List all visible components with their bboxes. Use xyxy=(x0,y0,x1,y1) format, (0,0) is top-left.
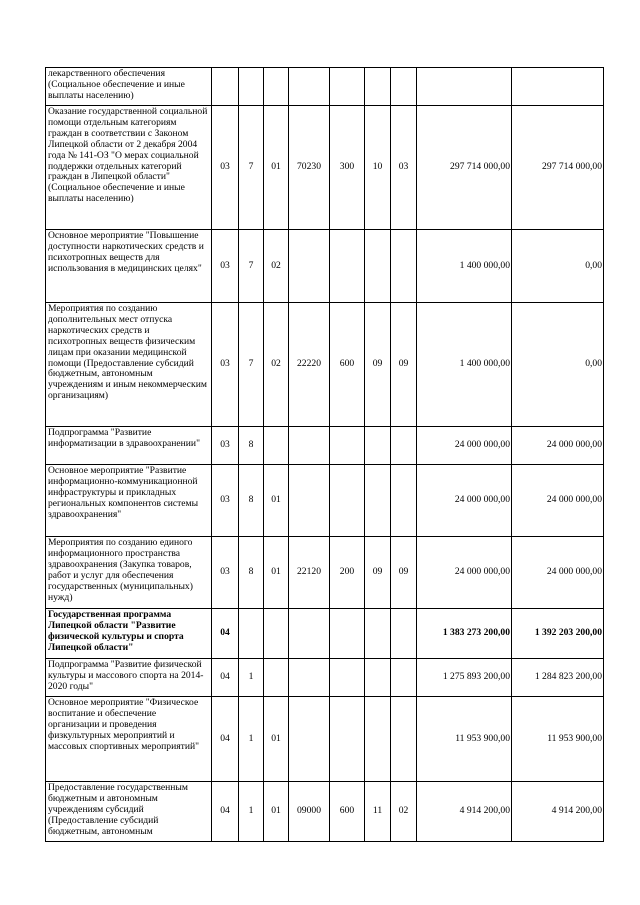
row-name: Основное мероприятие "Развитие информационно-коммуникационной инфраструктуры и прикладных региональных компонентов системы здравоохранения" xyxy=(46,465,212,537)
direction-code xyxy=(289,230,330,303)
event-code: 01 xyxy=(264,106,289,230)
section-code xyxy=(365,68,391,106)
section-code xyxy=(365,697,391,782)
amount-year-1: 11 953 900,00 xyxy=(417,697,512,782)
direction-code xyxy=(289,465,330,537)
amount-year-2 xyxy=(512,68,604,106)
expense-type-code xyxy=(330,659,365,697)
expense-type-code xyxy=(330,427,365,465)
subsection-code: 02 xyxy=(391,782,417,842)
subsection-code: 09 xyxy=(391,537,417,609)
subprogram-code: 7 xyxy=(239,303,264,427)
row-name: Предоставление государственным бюджетным и автономным учреждениям субсидий (Предоставление субсидий бюджетным, автономным xyxy=(46,782,212,842)
table-row xyxy=(46,697,604,782)
direction-code xyxy=(289,427,330,465)
amount-year-2: 0,00 xyxy=(512,230,604,303)
section-code: 10 xyxy=(365,106,391,230)
event-code: 01 xyxy=(264,537,289,609)
row-name: Основное мероприятие "Повышение доступности наркотических средств и психотропных веществ для использования в медицинских целях" xyxy=(46,230,212,303)
subprogram-code: 8 xyxy=(239,427,264,465)
subprogram-code: 7 xyxy=(239,106,264,230)
table-row xyxy=(46,659,604,697)
amount-year-1: 24 000 000,00 xyxy=(417,537,512,609)
section-code xyxy=(365,465,391,537)
subsection-code xyxy=(391,68,417,106)
direction-code xyxy=(289,697,330,782)
section-code xyxy=(365,659,391,697)
expense-type-code: 200 xyxy=(330,537,365,609)
amount-year-1: 1 275 893 200,00 xyxy=(417,659,512,697)
row-name: Мероприятия по созданию единого информационного пространства здравоохранения (Закупка товаров, работ и услуг для обеспечения государственных (муниципальных) нужд) xyxy=(46,537,212,609)
section-code: 11 xyxy=(365,782,391,842)
program-code: 03 xyxy=(212,427,239,465)
subprogram-code: 1 xyxy=(239,697,264,782)
table-row xyxy=(46,609,604,659)
table-row xyxy=(46,465,604,537)
subprogram-code: 8 xyxy=(239,465,264,537)
table-row xyxy=(46,106,604,230)
amount-year-2: 24 000 000,00 xyxy=(512,427,604,465)
table-row xyxy=(46,68,604,106)
amount-year-1: 24 000 000,00 xyxy=(417,427,512,465)
subprogram-code: 7 xyxy=(239,230,264,303)
amount-year-1: 1 400 000,00 xyxy=(417,230,512,303)
amount-year-2: 11 953 900,00 xyxy=(512,697,604,782)
event-code xyxy=(264,68,289,106)
program-code: 04 xyxy=(212,782,239,842)
event-code xyxy=(264,659,289,697)
table-row xyxy=(46,782,604,842)
program-code: 03 xyxy=(212,106,239,230)
section-code xyxy=(365,427,391,465)
expense-type-code xyxy=(330,697,365,782)
program-code: 03 xyxy=(212,230,239,303)
row-name: Подпрограмма "Развитие информатизации в здравоохранении" xyxy=(46,427,212,465)
expense-type-code: 300 xyxy=(330,106,365,230)
expense-type-code xyxy=(330,609,365,659)
table-row xyxy=(46,230,604,303)
subsection-code xyxy=(391,697,417,782)
amount-year-1: 297 714 000,00 xyxy=(417,106,512,230)
amount-year-2: 0,00 xyxy=(512,303,604,427)
section-code xyxy=(365,609,391,659)
table-row xyxy=(46,427,604,465)
subsection-code xyxy=(391,427,417,465)
amount-year-1: 24 000 000,00 xyxy=(417,465,512,537)
event-code: 01 xyxy=(264,782,289,842)
amount-year-2: 1 392 203 200,00 xyxy=(512,609,604,659)
direction-code: 09000 xyxy=(289,782,330,842)
amount-year-2: 297 714 000,00 xyxy=(512,106,604,230)
row-name: Мероприятия по созданию дополнительных мест отпуска наркотических средств и психотропных веществ физическим лицам при оказании медицинской помощи (Предоставление субсидий бюджетным, автономным учреждениям и иным некоммерческим организациям) xyxy=(46,303,212,427)
subprogram-code xyxy=(239,609,264,659)
expense-type-code xyxy=(330,230,365,303)
direction-code xyxy=(289,659,330,697)
event-code xyxy=(264,427,289,465)
program-code: 03 xyxy=(212,303,239,427)
amount-year-1 xyxy=(417,68,512,106)
program-code xyxy=(212,68,239,106)
amount-year-2: 24 000 000,00 xyxy=(512,465,604,537)
subsection-code xyxy=(391,230,417,303)
row-name: лекарственного обеспечения (Социальное обеспечение и иные выплаты населению) xyxy=(46,68,212,106)
direction-code xyxy=(289,68,330,106)
program-code: 03 xyxy=(212,465,239,537)
table-row xyxy=(46,537,604,609)
amount-year-2: 24 000 000,00 xyxy=(512,537,604,609)
amount-year-2: 4 914 200,00 xyxy=(512,782,604,842)
subsection-code xyxy=(391,609,417,659)
subsection-code xyxy=(391,465,417,537)
event-code: 02 xyxy=(264,230,289,303)
subprogram-code: 1 xyxy=(239,782,264,842)
program-code: 03 xyxy=(212,537,239,609)
subsection-code xyxy=(391,659,417,697)
expense-type-code: 600 xyxy=(330,782,365,842)
direction-code xyxy=(289,609,330,659)
amount-year-1: 1 400 000,00 xyxy=(417,303,512,427)
expense-type-code: 600 xyxy=(330,303,365,427)
amount-year-1: 4 914 200,00 xyxy=(417,782,512,842)
row-name: Государственная программа Липецкой области "Развитие физической культуры и спорта Липецкой области" xyxy=(46,609,212,659)
direction-code: 70230 xyxy=(289,106,330,230)
direction-code: 22120 xyxy=(289,537,330,609)
subprogram-code: 8 xyxy=(239,537,264,609)
event-code: 01 xyxy=(264,697,289,782)
section-code: 09 xyxy=(365,303,391,427)
event-code: 01 xyxy=(264,465,289,537)
subsection-code: 03 xyxy=(391,106,417,230)
section-code xyxy=(365,230,391,303)
section-code: 09 xyxy=(365,537,391,609)
event-code xyxy=(264,609,289,659)
program-code: 04 xyxy=(212,659,239,697)
expense-type-code xyxy=(330,68,365,106)
subprogram-code: 1 xyxy=(239,659,264,697)
subsection-code: 09 xyxy=(391,303,417,427)
row-name: Основное мероприятие "Физическое воспитание и обеспечение организации и проведения физкультурных мероприятий и массовых спортивных мероприятий" xyxy=(46,697,212,782)
budget-table xyxy=(45,67,604,842)
direction-code: 22220 xyxy=(289,303,330,427)
table-row xyxy=(46,303,604,427)
amount-year-1: 1 383 273 200,00 xyxy=(417,609,512,659)
amount-year-2: 1 284 823 200,00 xyxy=(512,659,604,697)
expense-type-code xyxy=(330,465,365,537)
program-code: 04 xyxy=(212,609,239,659)
program-code: 04 xyxy=(212,697,239,782)
row-name: Оказание государственной социальной помощи отдельным категориям граждан в соответствии с Законом Липецкой области от 2 декабря 2004 года № 141-ОЗ "О мерах социальной поддержки отдельных категорий граждан в Липецкой области" (Социальное обеспечение и иные выплаты населению) xyxy=(46,106,212,230)
event-code: 02 xyxy=(264,303,289,427)
subprogram-code xyxy=(239,68,264,106)
row-name: Подпрограмма "Развитие физической культуры и массового спорта на 2014-2020 годы" xyxy=(46,659,212,697)
